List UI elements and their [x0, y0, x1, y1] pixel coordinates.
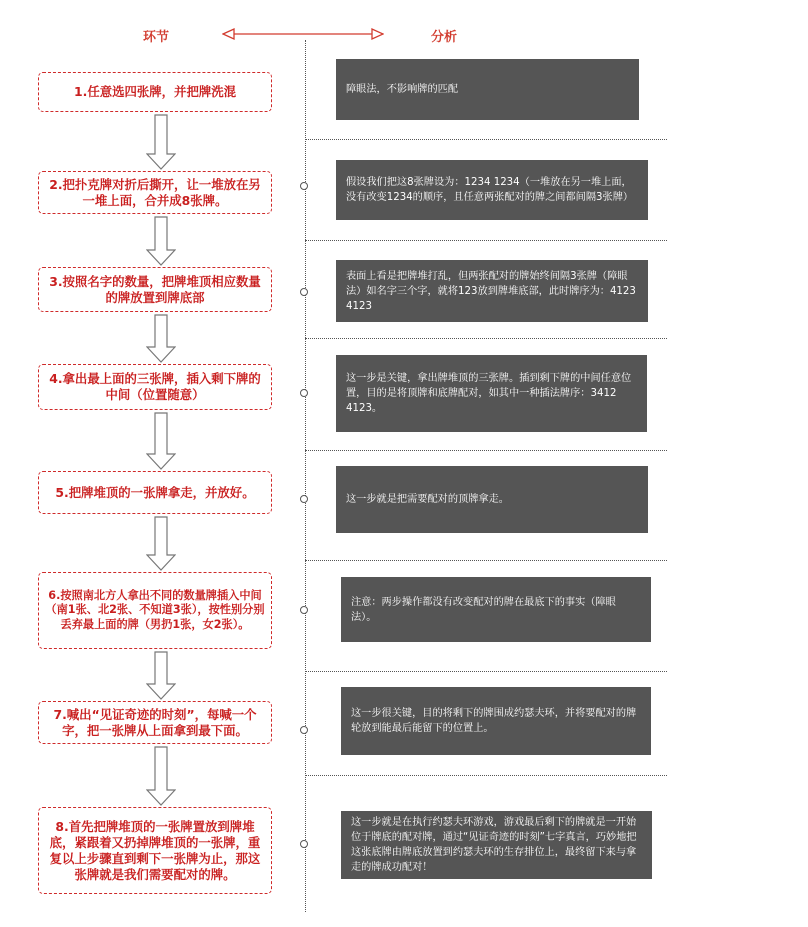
down-arrow-icon: [146, 114, 176, 170]
analysis-note-1: 障眼法，不影响牌的匹配: [336, 59, 639, 120]
timeline-dot: [300, 288, 308, 296]
timeline-dot: [300, 389, 308, 397]
step-5: 5.把牌堆顶的一张牌拿走，并放好。: [38, 471, 272, 514]
analysis-note-3: 表面上看是把牌堆打乱，但两张配对的牌始终间隔3张牌（障眼法）如名字三个字，就将123放到牌堆底部，此时牌序为：4123 4123: [336, 260, 648, 322]
timeline-dot: [300, 840, 308, 848]
down-arrow-icon: [146, 216, 176, 266]
step-4: 4.拿出最上面的三张牌，插入剩下牌的中间（位置随意）: [38, 364, 272, 410]
divider-6: [305, 671, 667, 672]
down-arrow-icon: [146, 651, 176, 700]
analysis-note-6: 注意：两步操作都没有改变配对的牌在最底下的事实（障眼法）。: [341, 577, 651, 642]
analysis-note-5: 这一步就是把需要配对的顶牌拿走。: [336, 466, 648, 533]
divider-3: [305, 338, 667, 339]
down-arrow-icon: [146, 412, 176, 470]
header-left-label: 环节: [143, 30, 170, 45]
header-right-label: 分析: [431, 30, 458, 45]
divider-5: [305, 560, 667, 561]
analysis-note-8: 这一步就是在执行约瑟夫环游戏，游戏最后剩下的牌就是一开始位于牌底的配对牌，通过“见证奇迹的时刻”七字真言，巧妙地把这张底牌由牌底放置到约瑟夫环的生存排位上，最终留下来与拿走的牌成功配对！: [341, 811, 652, 879]
step-3: 3.按照名字的数量，把牌堆顶相应数量的牌放置到牌底部: [38, 267, 272, 312]
double-arrow-icon: [222, 27, 384, 41]
step-7: 7.喊出“见证奇迹的时刻”，每喊一个字，把一张牌从上面拿到最下面。: [38, 701, 272, 744]
down-arrow-icon: [146, 314, 176, 363]
divider-4: [305, 450, 667, 451]
timeline-dot: [300, 495, 308, 503]
divider-1: [305, 139, 667, 140]
timeline-dot: [300, 726, 308, 734]
timeline-dot: [300, 182, 308, 190]
divider-2: [305, 240, 667, 241]
step-1: 1.任意选四张牌，并把牌洗混: [38, 72, 272, 112]
analysis-note-7: 这一步很关键，目的将剩下的牌围成约瑟夫环，并将要配对的牌轮放到能最后能留下的位置上。: [341, 687, 651, 755]
down-arrow-icon: [146, 516, 176, 571]
down-arrow-icon: [146, 746, 176, 806]
analysis-note-2: 假设我们把这8张牌设为：1234 1234（一堆放在另一堆上面，没有改变1234的顺序，且任意两张配对的牌之间都间隔3张牌）: [336, 160, 648, 220]
divider-7: [305, 775, 667, 776]
step-6: 6.按照南北方人拿出不同的数量牌插入中间（南1张、北2张、不知道3张），按性别分别丢弃最上面的牌（男扔1张，女2张）。: [38, 572, 272, 649]
analysis-note-4: 这一步是关键，拿出牌堆顶的三张牌。插到剩下牌的中间任意位置，目的是将顶牌和底牌配对，如其中一种插法牌序：3412 4123。: [336, 355, 647, 432]
timeline-dot: [300, 606, 308, 614]
step-8: 8.首先把牌堆顶的一张牌置放到牌堆底，紧跟着又扔掉牌堆顶的一张牌，重复以上步骤直到剩下一张牌为止，那这张牌就是我们需要配对的牌。: [38, 807, 272, 894]
step-2: 2.把扑克牌对折后撕开，让一堆放在另一堆上面，合并成8张牌。: [38, 171, 272, 214]
timeline-vertical-line: [305, 40, 306, 912]
